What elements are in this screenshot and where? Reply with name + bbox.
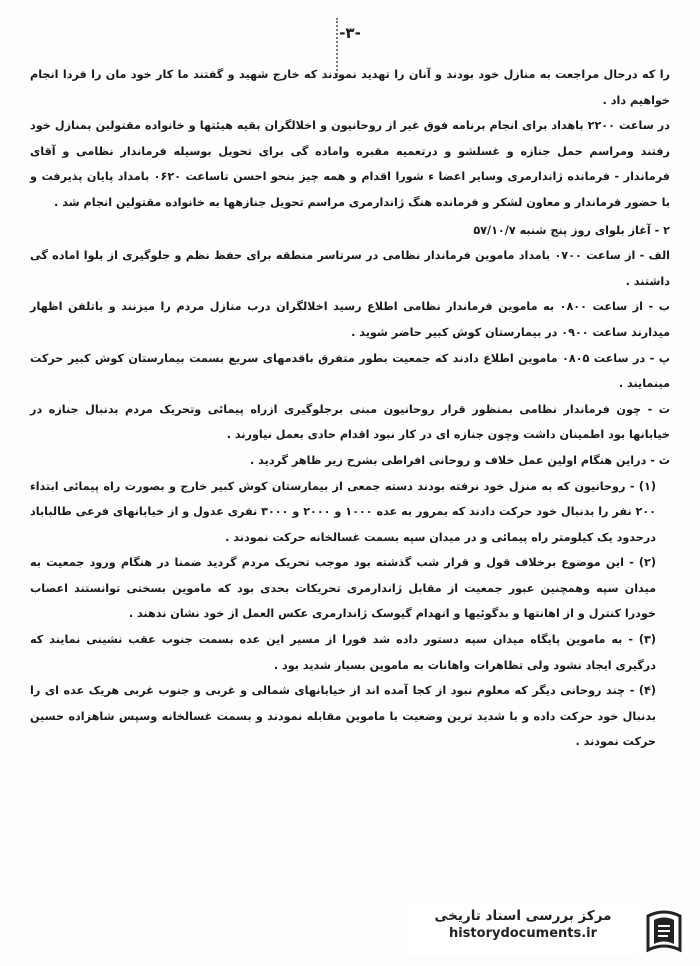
- page-number: -٣-: [339, 24, 361, 42]
- subitem-1: (۱) - روحانیون که به منزل خود نرفته بودند دسته جمعی از بیمارستان کوش کبیر خارج و بصورت راه پیمائی ابتداء ۲۰۰ نفر را بدنبال خود حرکت دادند که بمرور به عده ۱۰۰۰ و ۲۰۰۰ و ۳۰۰۰ نفری عدول و از خیابانهای فرعی طالباباد درحدود یک کیلومتر راه پیمائی و در میدان سپه بسمت غسالخانه حرکت نمودند .: [30, 479, 656, 544]
- watermark-footer: [408, 904, 638, 956]
- item-pe: پ - در ساعت ۰۸۰۵ ماموین اطلاع دادند که جمعیت بطور متفرق باقدمهای سریع بسمت بیمارستان کوش کبیر حرکت مینمایند .: [30, 351, 670, 391]
- archive-center-name: مرکز بررسی اسناد تاریخی: [434, 908, 612, 924]
- subitem-4: (۴) - چند روحانی دیگر که معلوم نبود از کجا آمده اند از خیابانهای شمالی و غربی و جنوب غربی هریک عده ای را بدنبال خود حرکت داده و با شدید ترین وضعیت با ماموین مقابله نمودند و بسمت غسالخانه وسپس شاهزاده حسین حرکت نمودند .: [30, 684, 656, 749]
- subitem-3: (۳) - به ماموین پایگاه میدان سپه دستور داده شد فورا از مسیر این عده بسمت جنوب عقب نشینی نمایند که درگیری ایجاد نشود ولی تظاهرات واهانات به ماموین بسیار شدید بود .: [30, 633, 656, 672]
- paragraph-2200: در ساعت ۲۲۰۰ باهداد برای انجام برنامه فوق غیر از روحانیون و اخلالگران بقیه هیئتها و خانواده مقتولین بمنازل خود رفتند ومراسم حمل جنازه و غسلشو و درتعمیه مقبره واماده گی برای تحویل بوسیله فرماندار نظامی و آقای فرماندار - فرمانده ژاندارمری وسایر اعضا ء شورا اقدام و همه چیز بنحو احسن تاساعت ۰۶۲۰ بامداد پایان پذیرفت و با حضور فرماندار و معاون لشکر و فرمانده هنگ ژاندارمری مراسم تحویل جنازهها به خانواده مقتولین انجام شد .: [30, 119, 670, 209]
- archive-url: historydocuments.ir: [448, 926, 598, 941]
- item-alef: الف - از ساعت ۰۷۰۰ بامداد ماموین فرماندار نظامی در سرتاسر منطقه برای حفظ نظم و جلوگیری از بلوا اماده گی داشتند .: [30, 249, 670, 288]
- item-be: ب - از ساعت ۰۸۰۰ به ماموین فرماندار نظامی اطلاع رسید اخلالگران درب منازل مردم را میزنند و باتلفن اظهار میدارند ساعت ۰۹۰۰ در بیمارستان کوش کبیر حاضر شوید .: [30, 300, 670, 339]
- item-se: ث - دراین هنگام اولین عمل خلاف و روحانی افراطی بشرح زیر ظاهر گردید .: [250, 453, 670, 467]
- paragraph-continuation: را که درحال مراجعت به منازل خود بودند و آنان را تهدید نمودند که خارج شهید و گفتند ما کار خود مان را فردا انجام خواهیم داد .: [30, 68, 670, 107]
- subitem-2: (۲) - این موضوع برخلاف قول و قرار شب گذشته بود موجب تحریک مردم گردید ضمنا در هنگام ورود جمعیت به میدان سپه وهمچنین عبور جمعیت از مقابل ژاندارمری تحریکات بحدی بود که ماموین بسختی توانستند اعصاب خودرا کنترل و از اهانتها و بدگوئیها و انهدام گیوسک ژاندارمری عکس العمل از خود نشان ندهند .: [30, 556, 656, 621]
- document-body: [30, 62, 670, 755]
- archive-logo-icon: [642, 906, 686, 956]
- section-heading-2: ۲ - آغاز بلوای روز پنج شنبه ۵۷/۱۰/۷: [473, 223, 670, 237]
- item-te: ت - چون فرماندار نظامی بمنظور قرار روحانیون مبنی برجلوگیری ازراه پیمائی وتحریک مردم بدنبال جنازه در خیابانها بود اطمینان داشت وچون جنازه ای در کار نبود اقدام حادی بعمل نیاورند .: [30, 402, 670, 442]
